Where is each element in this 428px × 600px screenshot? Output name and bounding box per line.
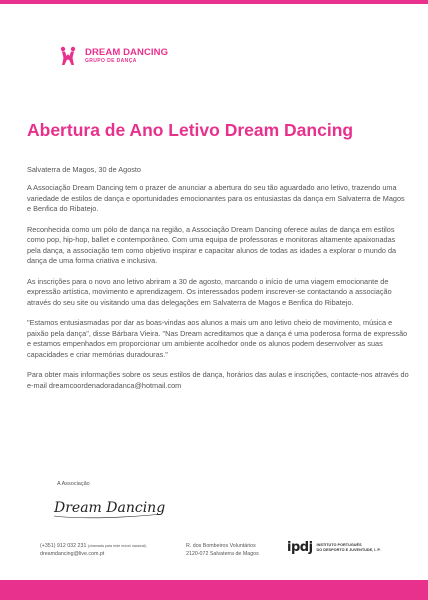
svg-text:Dream Dancing: Dream Dancing — [54, 500, 166, 516]
dancers-silhouette-icon — [57, 45, 79, 67]
footer-phone: (+351) 912 032 231 — [40, 543, 87, 549]
footer-contacts — [40, 542, 146, 558]
ipdj-mark: ipdj — [287, 540, 313, 555]
paragraph-3: As inscrições para o novo ano letivo abriram a 30 de agosto, marcando o início de uma viagem emocionante de expressão artística, movimento e aprendizagem. Os interessados podem inscrever-se contactando a associação através do seu site ou visitando uma das delegações em Salvaterra de Magos e Benfica do Ribatejo. — [27, 276, 392, 307]
signature-label: A Associação — [57, 481, 90, 487]
brand-logo — [57, 45, 168, 67]
top-accent-bar — [0, 0, 428, 4]
bottom-accent-bar — [0, 580, 428, 600]
paragraph-1: A Associação Dream Dancing tem o prazer de anunciar a abertura do seu tão aguardado ano letivo, trazendo uma variedade de estilos de dança e oportunidades emocionantes para os entusiastas da dança em Salvaterra de Magos e Benfica do Ribatejo. — [27, 183, 405, 213]
brand-subtitle: GRUPO DE DANÇA — [85, 58, 137, 65]
footer-address — [186, 542, 259, 558]
handwritten-signature — [50, 488, 170, 524]
brand-name: DREAM DANCING — [85, 46, 169, 58]
footer-phone-note: (chamada para rede móvel nacional) — [87, 544, 147, 548]
dateline: Salvaterra de Magos, 30 de Agosto — [27, 165, 141, 174]
partner-line2: DO DESPORTO E JUVENTUDE, I. P. — [316, 547, 381, 552]
body-text — [27, 183, 410, 401]
partner-logo — [287, 540, 381, 555]
footer-address-line1: R. dos Bombeiros Voluntários — [186, 543, 256, 549]
document-title: Abertura de Ano Letivo Dream Dancing — [27, 120, 354, 140]
paragraph-4: "Estamos entusiasmadas por dar as boas-vindas aos alunos a mais um ano letivo cheio de movimento, música e paixão pela dança", disse Bárbara Vieira. "Nas Dream acreditamos que a dança é uma poderosa forma de expressão e estamos empenhados em proporcionar um ambiente acolhedor onde os alunos podem desenvolver as suas capacidades e criar memórias duradouras." — [27, 318, 408, 359]
paragraph-5: Para obter mais informações sobre os seus estilos de dança, horários das aulas e inscrições, contacte-nos através do e-mail dreamcoordenadoradanca@hotmail.com — [27, 370, 409, 390]
footer-address-line2: 2120-072 Salvaterra de Magos — [186, 551, 259, 557]
footer-email: dreamdancing@live.com.pt — [40, 551, 105, 557]
paragraph-2: Reconhecida como um pólo de dança na região, a Associação Dream Dancing oferece aulas de dança em estilos como pop, hip-hop, ballet e contemporâneo. Com uma equipa de professoras e monitoras altamente apaixonadas pela dança, a associação tem como objetivo inspirar e capacitar alunos de todas as idades a explorar o mundo da dança de uma forma criativa e inclusiva. — [27, 224, 397, 265]
partner-line1: INSTITUTO PORTUGUÊS — [316, 542, 362, 547]
